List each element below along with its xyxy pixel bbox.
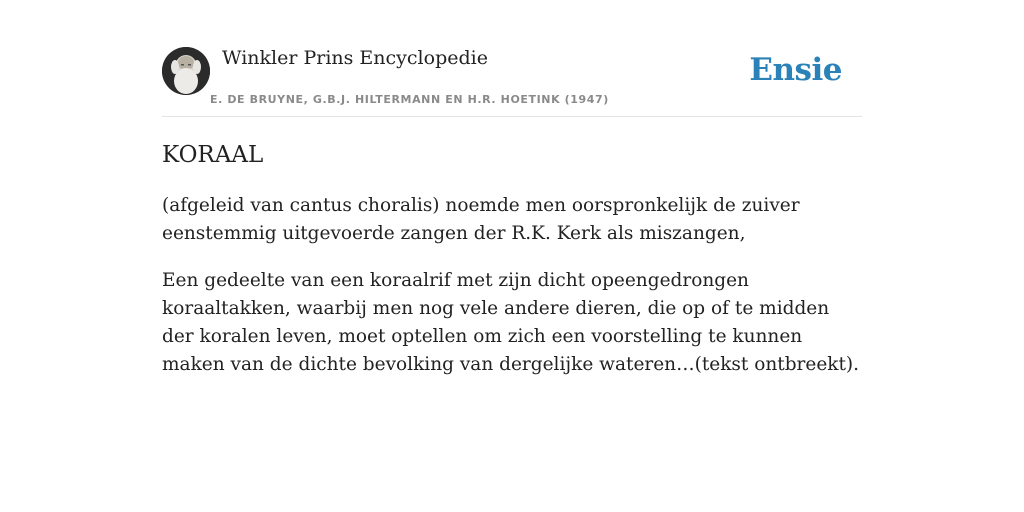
book-title[interactable]: Winkler Prins Encyclopedie — [222, 47, 488, 69]
entry-paragraph: (afgeleid van cantus choralis) noemde men oorspronkelijk de zuiver eenstemmig uitgevoerde zangen der R.K. Kerk als miszangen, — [162, 195, 800, 244]
entry-body — [162, 192, 862, 398]
book-header — [162, 0, 862, 117]
page-container — [162, 0, 862, 375]
ensie-logo[interactable]: Ensie — [749, 52, 842, 88]
entry-paragraph: Een gedeelte van een koraalrif met zijn dicht opeengedrongen koraaltakken, waarbij men nog vele andere dieren, die op of te midden der koralen leven, moet optellen om zich een voorstelling te kunnen maken van de dichte bevolking van dergelijke wateren…(tekst ontbreekt). — [162, 270, 860, 375]
author-avatar[interactable] — [162, 47, 210, 95]
portrait-icon — [162, 47, 210, 95]
book-authors: E. DE BRUYNE, G.B.J. HILTERMANN EN H.R. HOETINK (1947) — [210, 93, 609, 106]
entry-title: KORAAL — [162, 142, 264, 168]
